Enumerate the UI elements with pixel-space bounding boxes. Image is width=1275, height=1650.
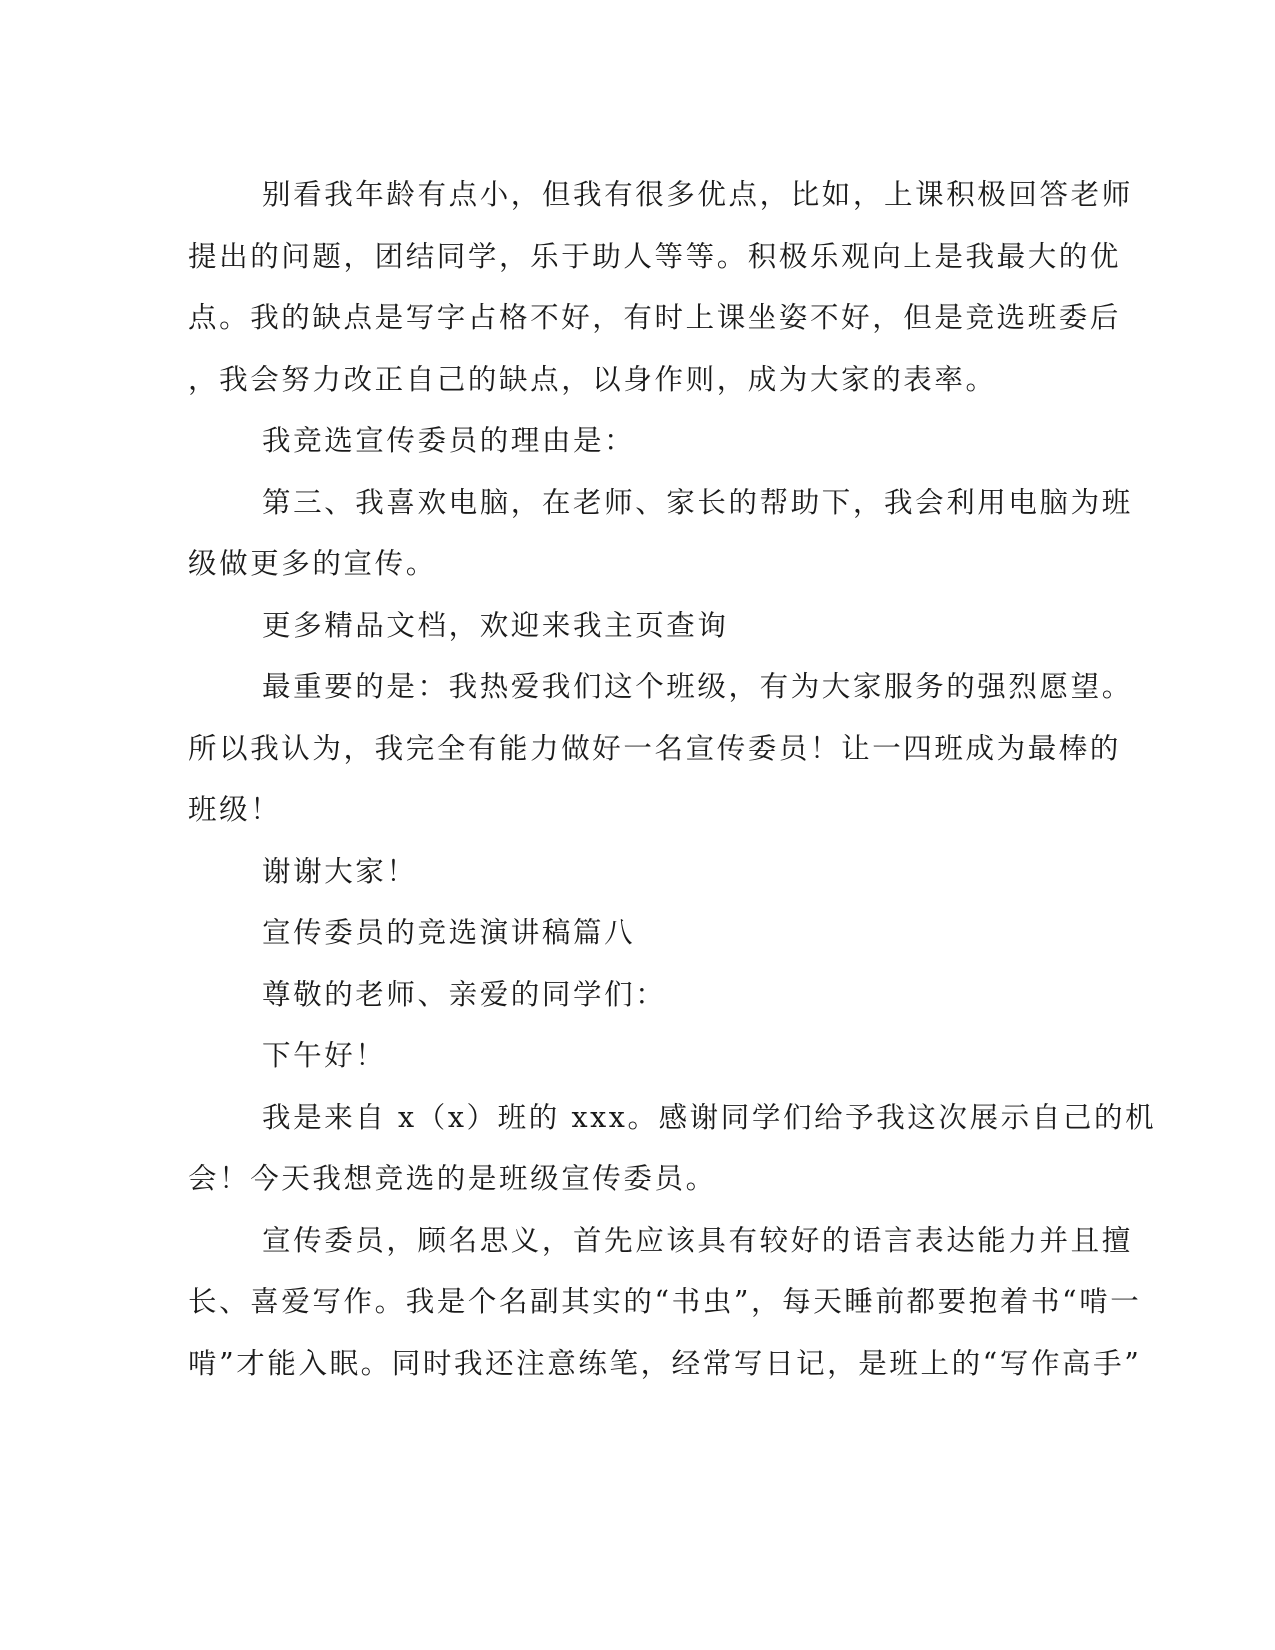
paragraph-line: 级做更多的宣传。 [188,547,437,580]
paragraph-line: 长、喜爱写作。我是个名副其实的“书虫”，每天睡前都要抱着书“啃一 [188,1285,1142,1318]
paragraph-line: ，我会努力改正自己的缺点，以身作则，成为大家的表率。 [188,362,997,396]
paragraph-line: 班级！ [188,793,282,826]
paragraph-line: 宣传委员，顾名思义，首先应该具有较好的语言表达能力并且擅 [262,1223,1133,1257]
paragraph-line: 尊敬的老师、亲爱的同学们： [262,977,667,1011]
paragraph-line: 谢谢大家！ [262,854,418,888]
paragraph-line: 下午好！ [262,1039,387,1072]
section-heading: 宣传委员的竞选演讲稿篇八 [262,916,636,949]
paragraph-line: 提出的问题，团结同学，乐于助人等等。积极乐观向上是我最大的优 [188,239,1122,273]
paragraph-line: 点。我的缺点是写字占格不好，有时上课坐姿不好，但是竞选班委后 [188,301,1122,334]
paragraph-line: 第三、我喜欢电脑，在老师、家长的帮助下，我会利用电脑为班 [262,485,1133,519]
paragraph-line: 会！今天我想竞选的是班级宣传委员。 [188,1162,717,1195]
document-body [188,164,1157,1394]
paragraph-line: 所以我认为，我完全有能力做好一名宣传委员！让一四班成为最棒的 [188,731,1122,765]
paragraph-line: 我竞选宣传委员的理由是： [262,424,636,457]
paragraph-line: 我是来自 x（x）班的 xxx。感谢同学们给予我这次展示自己的机 [262,1100,1157,1134]
paragraph-line: 更多精品文档，欢迎来我主页查询 [262,608,729,642]
paragraph-line: 啃”才能入眠。同时我还注意练笔，经常写日记，是班上的“写作高手” [188,1346,1142,1380]
paragraph-line: 别看我年龄有点小，但我有很多优点，比如，上课积极回答老师 [262,178,1133,211]
paragraph-line: 最重要的是：我热爱我们这个班级，有为大家服务的强烈愿望。 [262,670,1133,703]
